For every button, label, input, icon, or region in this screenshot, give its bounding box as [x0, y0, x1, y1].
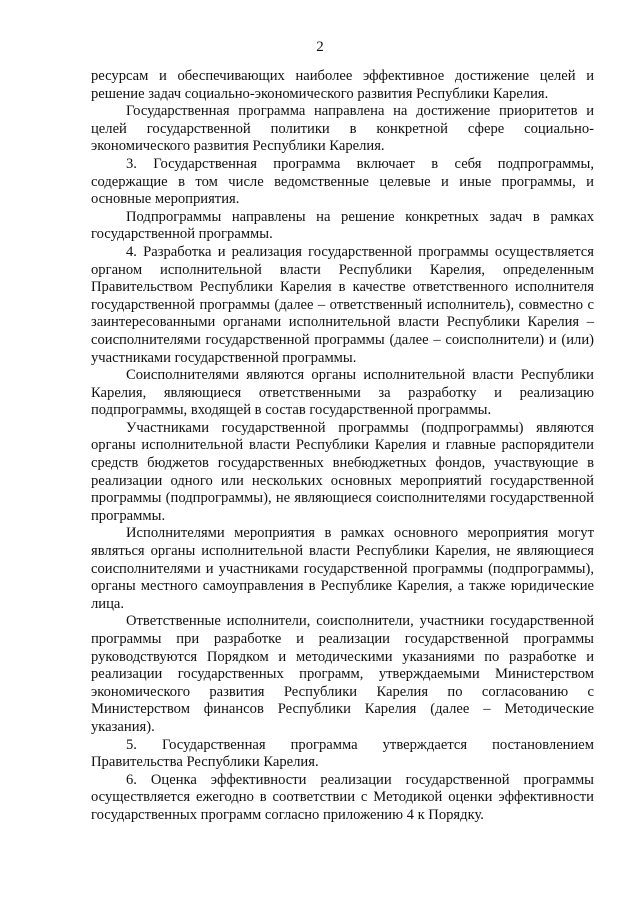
page-number: 2	[316, 39, 324, 55]
paragraph-item-6: 6. Оценка эффективности реализации государственной программы осуществляется ежегодно в соответствии с Методикой оценки эффективности государственных программ согласно приложению 4 к Порядку.	[91, 771, 594, 823]
paragraph: Ответственные исполнители, соисполнители, участники государственной программы при разработке и реализации государственной программы руководствуются Порядком и методическими указаниями по разработке и реализации государственных программ, утверждаемыми Министерством экономического развития Республики Карелия по согласованию с Министерством финансов Республики Карелия (далее – Методические указания).	[91, 613, 594, 735]
paragraph: Участниками государственной программы (подпрограммы) являются органы исполнительной власти Республики Карелия и главные распорядители средств бюджетов государственных внебюджетных фондов, участвующие в реализации одного или нескольких основных мероприятий государственной программы (подпрограммы), не являющиеся соисполнителями государственной программы.	[91, 419, 594, 524]
document-body	[91, 68, 594, 825]
paragraph-item-4: 4. Разработка и реализация государственной программы осуществляется органом исполнительной власти Республики Карелия, определенным Правительством Республики Карелия в качестве ответственного исполнителя государственной программы (далее – ответственный исполнитель), совместно с заинтересованными органами исполнительной власти Республики Карелия – соисполнителями государственной программы (далее – соисполнители) и (или) участниками государственной программы.	[91, 243, 594, 366]
paragraph: Исполнителями мероприятия в рамках основного мероприятия могут являться органы исполнительной власти Республики Карелия, не являющиеся соисполнителями и участниками государственной программы (подпрограммы), органы местного самоуправления в Республике Карелия, а также юридические лица.	[91, 525, 594, 612]
paragraph-item-3: 3. Государственная программа включает в себя подпрограммы, содержащие в том числе ведомственные целевые и иные программы, и основные мероприятия.	[91, 155, 594, 208]
paragraph: Соисполнителями являются органы исполнительной власти Республики Карелия, являющиеся ответственными за разработку и реализацию подпрограммы, входящей в состав государственной программы.	[91, 367, 594, 419]
paragraph: Государственная программа направлена на достижение приоритетов и целей государственной политики в конкретной сфере социально-экономического развития Республики Карелия.	[91, 103, 594, 155]
paragraph-item-5: 5. Государственная программа утверждается постановлением Правительства Республики Карелия.	[91, 736, 594, 771]
paragraph: Подпрограммы направлены на решение конкретных задач в рамках государственной программы.	[91, 208, 594, 243]
paragraph: ресурсам и обеспечивающих наиболее эффективное достижение целей и решение задач социально-экономического развития Республики Карелия.	[91, 68, 594, 102]
